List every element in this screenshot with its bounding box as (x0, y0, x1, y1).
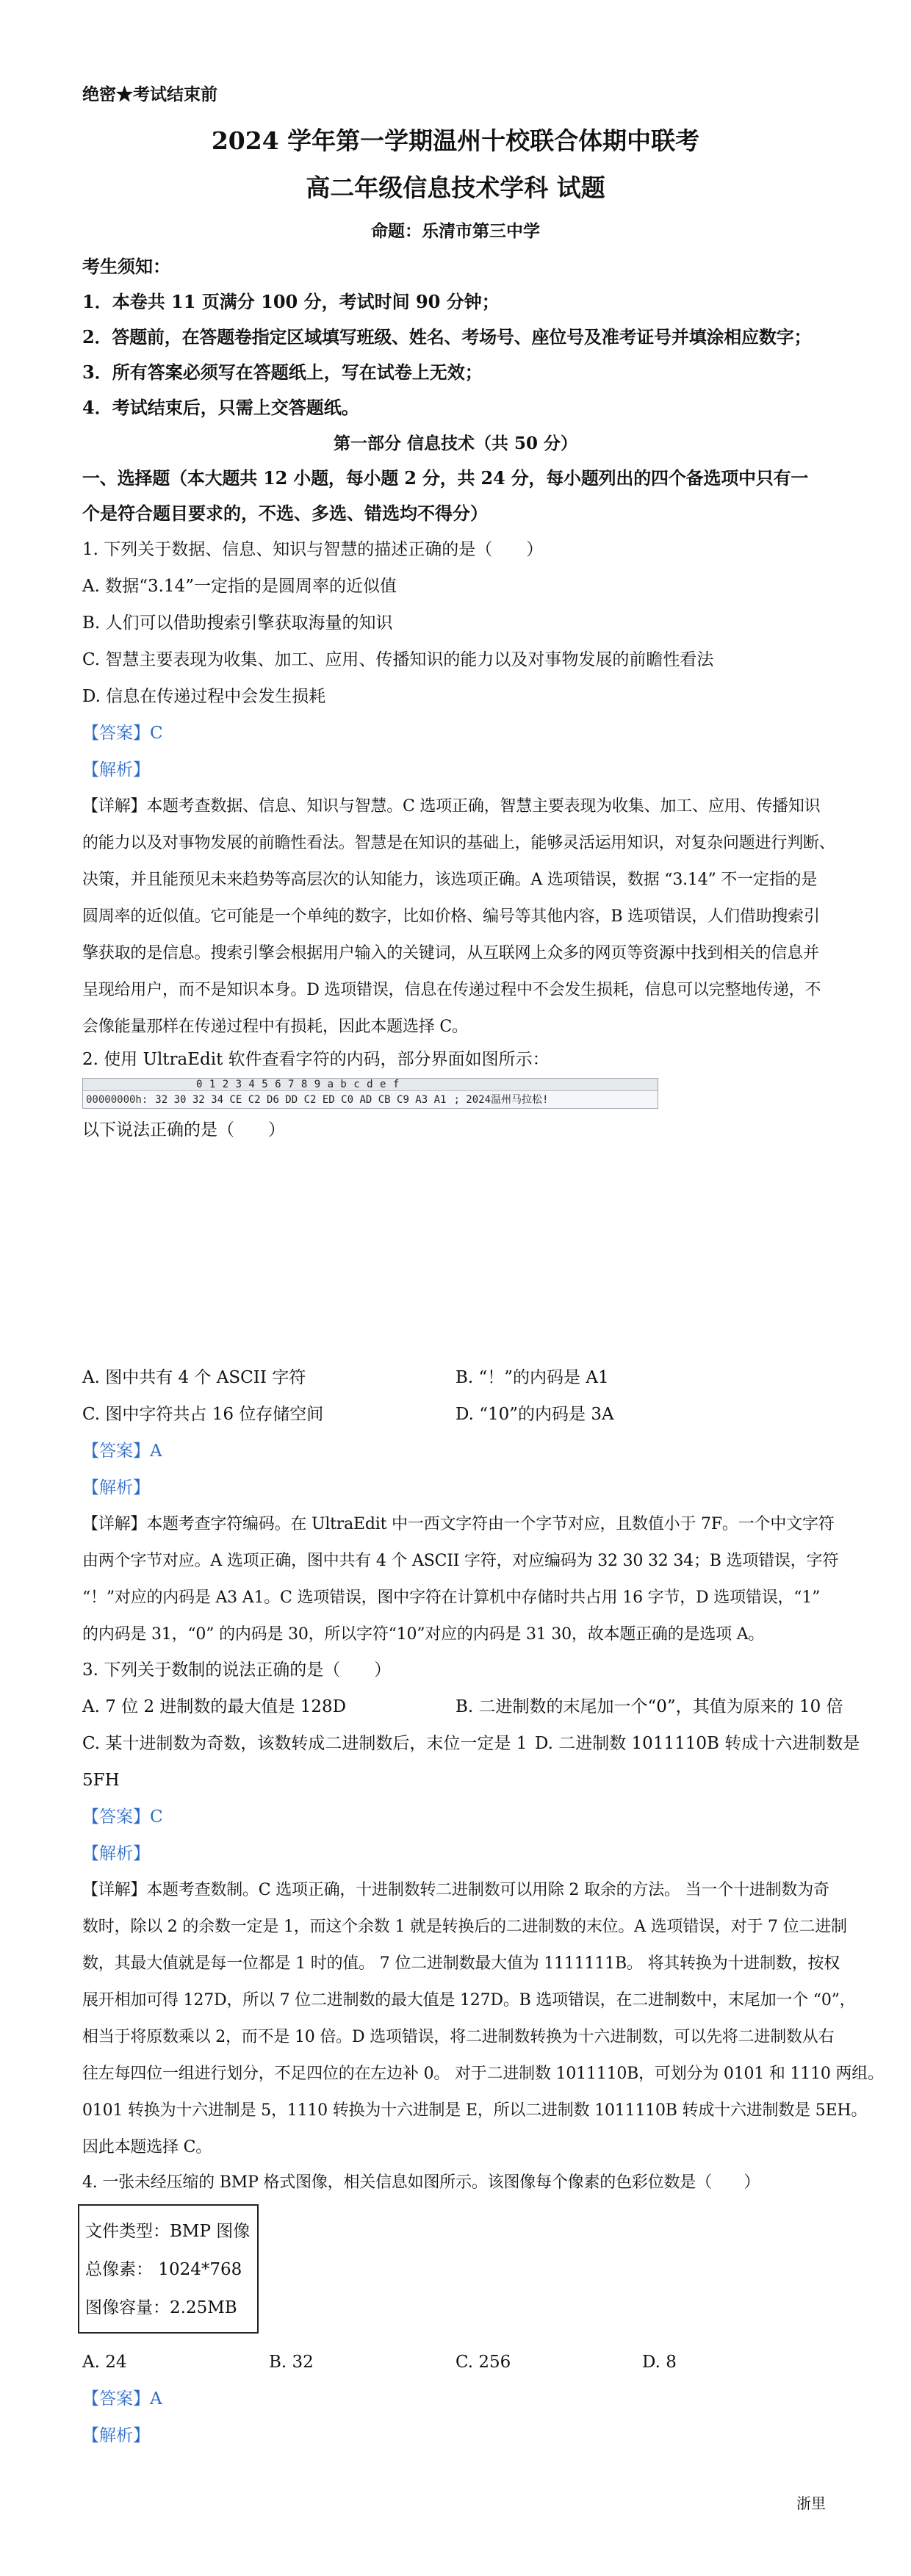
detail-line: 【详解】本题考查数制。C 选项正确，十进制数转二进制数可以用除 2 取余的方法。 当一个十进制数为奇 (82, 1881, 829, 1899)
file-type: 文件类型：BMP 图像 (85, 2222, 251, 2241)
option-a: A. 7 位 2 进制数的最大值是 128D (82, 1697, 347, 1716)
detail-line: 0101 转换为十六进制是 5，1110 转换为十六进制是 E，所以二进制数 1011110B 转成十六进制数是 5EH。 (82, 2101, 868, 2120)
hex-text: ; 2024温州马拉松! (453, 1094, 549, 1106)
detail-line: 往左每四位一组进行划分，不足四位的在左边补 0。 对于二进制数 1011110B，可划分为 0101 和 1110 两组。 (82, 2065, 884, 2083)
detail-line: 相当于将原数乘以 2，而不是 10 倍。D 选项错误，将二进制数转换为十六进制数，可以先将二进制数从右 (82, 2028, 835, 2046)
exam-subtitle: 高二年级信息技术学科 试题 (306, 173, 605, 202)
detail-line: 的能力以及对事物发展的前瞻性看法。智慧是在知识的基础上，能够灵活运用知识，对复杂问题进行判断、 (82, 834, 835, 852)
detail-line: 【详解】本题考查数据、信息、知识与智慧。C 选项正确，智慧主要表现为收集、加工、应用、传播知识 (82, 797, 821, 816)
answer-value: A (150, 2389, 162, 2408)
section-heading: 个是符合题目要求的，不选、多选、错选均不得分） (82, 503, 488, 524)
analysis-label: 【解析】 (82, 2426, 150, 2445)
total-pixels: 总像素： 1024*768 (85, 2260, 242, 2279)
answer-label: 【答案】 (82, 2389, 150, 2408)
detail-line: 的内码是 31，“0” 的内码是 30，所以字符“10”对应的内码是 31 30，故本题正确的是选项 A。 (82, 1625, 765, 1644)
notice-heading: 考生须知： (82, 256, 170, 277)
question-stem: 2. 使用 UltraEdit 软件查看字符的内码，部分界面如图所示： (82, 1050, 550, 1069)
option-a: A. 数据“3.14”一定指的是圆周率的近似值 (82, 577, 397, 596)
analysis-label: 【解析】 (82, 760, 150, 780)
page-footer: 浙里 (796, 2494, 826, 2512)
image-size: 图像容量：2.25MB (85, 2298, 237, 2317)
option-a: A. 24 (82, 2353, 127, 2372)
detail-line: 呈现给用户，而不是知识本身。D 选项错误，信息在传递过程中不会发生损耗，信息可以完整地传递，不 (82, 981, 821, 999)
detail-line: 决策，并且能预见未来趋势等高层次的认知能力，该选项正确。A 选项错误，数据 “3.14” 不一定指的是 (82, 871, 818, 889)
question-stem: 1. 下列关于数据、信息、知识与智慧的描述正确的是（ ） (82, 540, 544, 559)
option-c: C. 图中字符共占 16 位存储空间 (82, 1405, 324, 1424)
detail-line: 圆周率的近似值。它可能是一个单纯的数字，比如价格、编号等其他内容，B 选项错误，人们借助搜索引 (82, 907, 820, 926)
analysis-label: 【解析】 (82, 1844, 150, 1863)
option-b: B. 32 (269, 2353, 314, 2372)
detail-line: 因此本题选择 C。 (82, 2138, 212, 2156)
option-b: B. 人们可以借助搜索引擎获取海量的知识 (82, 614, 393, 633)
answer-label: 【答案】 (82, 724, 150, 743)
ultraedit-hex-view (82, 1078, 658, 1109)
question-prompt: 以下说法正确的是（ ） (82, 1120, 285, 1140)
option-b: B. 二进制数的末尾加一个“0”，其值为原来的 10 倍 (455, 1697, 843, 1716)
notice-item: 1．本卷共 11 页满分 100 分，考试时间 90 分钟； (82, 291, 500, 312)
answer-line (82, 1440, 162, 1462)
detail-line: 数，其最大值就是每一位都是 1 时的值。 7 位二进制数最大值为 1111111B。 将其转换为十进制数，按权 (82, 1954, 840, 1973)
notice-item: 3．所有答案必须写在答题纸上，写在试卷上无效； (82, 361, 483, 383)
detail-line: “！”对应的内码是 A3 A1。C 选项错误，图中字符在计算机中存储时共占用 16 字节，D 选项错误，“1” (82, 1589, 821, 1607)
option-d: D. 信息在传递过程中会发生损耗 (82, 687, 326, 706)
answer-label: 【答案】 (82, 1442, 150, 1461)
answer-line (82, 2388, 162, 2410)
confidential-mark: 绝密★考试结束前 (82, 84, 217, 104)
option-c: C. 智慧主要表现为收集、加工、应用、传播知识的能力以及对事物发展的前瞻性看法 (82, 650, 714, 669)
author-line: 命题：乐清市第三中学 (371, 221, 540, 241)
hex-address: 00000000h: (86, 1094, 148, 1106)
exam-title: 2024 学年第一学期温州十校联合体期中联考 (211, 126, 700, 155)
option-c: C. 256 (455, 2353, 511, 2372)
notice-item: 4．考试结束后，只需上交答题纸。 (82, 397, 359, 418)
option-b: B. “！”的内码是 A1 (455, 1368, 609, 1387)
question-stem: 4. 一张未经压缩的 BMP 格式图像，相关信息如图所示。该图像每个像素的色彩位数是（ ） (82, 2173, 760, 2192)
option-c: C. 某十进制数为奇数，该数转成二进制数后，末位一定是 1 (82, 1734, 527, 1753)
answer-value: C (150, 1807, 163, 1827)
section-heading: 一、选择题（本大题共 12 小题，每小题 2 分，共 24 分，每小题列出的四个备选项中只有一 (82, 467, 809, 489)
option-d-continued: 5FH (82, 1771, 120, 1790)
detail-line: 会像能量那样在传递过程中有损耗，因此本题选择 C。 (82, 1018, 468, 1036)
part-title: 第一部分 信息技术（共 50 分） (333, 433, 578, 453)
detail-line: 由两个字节对应。A 选项正确，图中共有 4 个 ASCII 字符，对应编码为 32 30 32 34；B 选项错误，字符 (82, 1552, 839, 1570)
detail-line: 擎获取的是信息。搜索引擎会根据用户输入的关键词，从互联网上众多的网页等资源中找到相关的信息并 (82, 944, 819, 963)
answer-value: C (150, 724, 163, 743)
option-d: D. 8 (642, 2353, 677, 2372)
answer-value: A (150, 1442, 162, 1461)
option-d: D. “10”的内码是 3A (455, 1405, 614, 1424)
answer-label: 【答案】 (82, 1807, 150, 1827)
hex-data-row (83, 1092, 658, 1108)
answer-line (82, 1806, 163, 1828)
detail-line: 【详解】本题考查字符编码。在 UltraEdit 中一西文字符由一个字节对应，且数值小于 7F。一个中文字符 (82, 1515, 835, 1533)
question-stem: 3. 下列关于数制的说法正确的是（ ） (82, 1661, 392, 1680)
option-a: A. 图中共有 4 个 ASCII 字符 (82, 1368, 306, 1387)
analysis-label: 【解析】 (82, 1478, 150, 1497)
detail-line: 数时，除以 2 的余数一定是 1，而这个余数 1 就是转换后的二进制数的末位。A 选项错误，对于 7 位二进制 (82, 1918, 847, 1936)
notice-item: 2．答题前，在答题卷指定区域填写班级、姓名、考场号、座位号及准考证号并填涂相应数字； (82, 326, 812, 348)
bmp-info-box (78, 2204, 259, 2334)
answer-line (82, 722, 163, 744)
detail-line: 展开相加可得 127D，所以 7 位二进制数的最大值是 127D。B 选项错误，在二进制数中，末尾加一个 “0”， (82, 1991, 856, 2010)
hex-column-header: 0 1 2 3 4 5 6 7 8 9 a b c d e f (83, 1079, 658, 1091)
hex-bytes: 32 30 32 34 CE C2 D6 DD C2 ED C0 AD CB C9 A3 A1 (155, 1094, 447, 1106)
option-d: D. 二进制数 1011110B 转成十六进制数是 (535, 1734, 860, 1753)
